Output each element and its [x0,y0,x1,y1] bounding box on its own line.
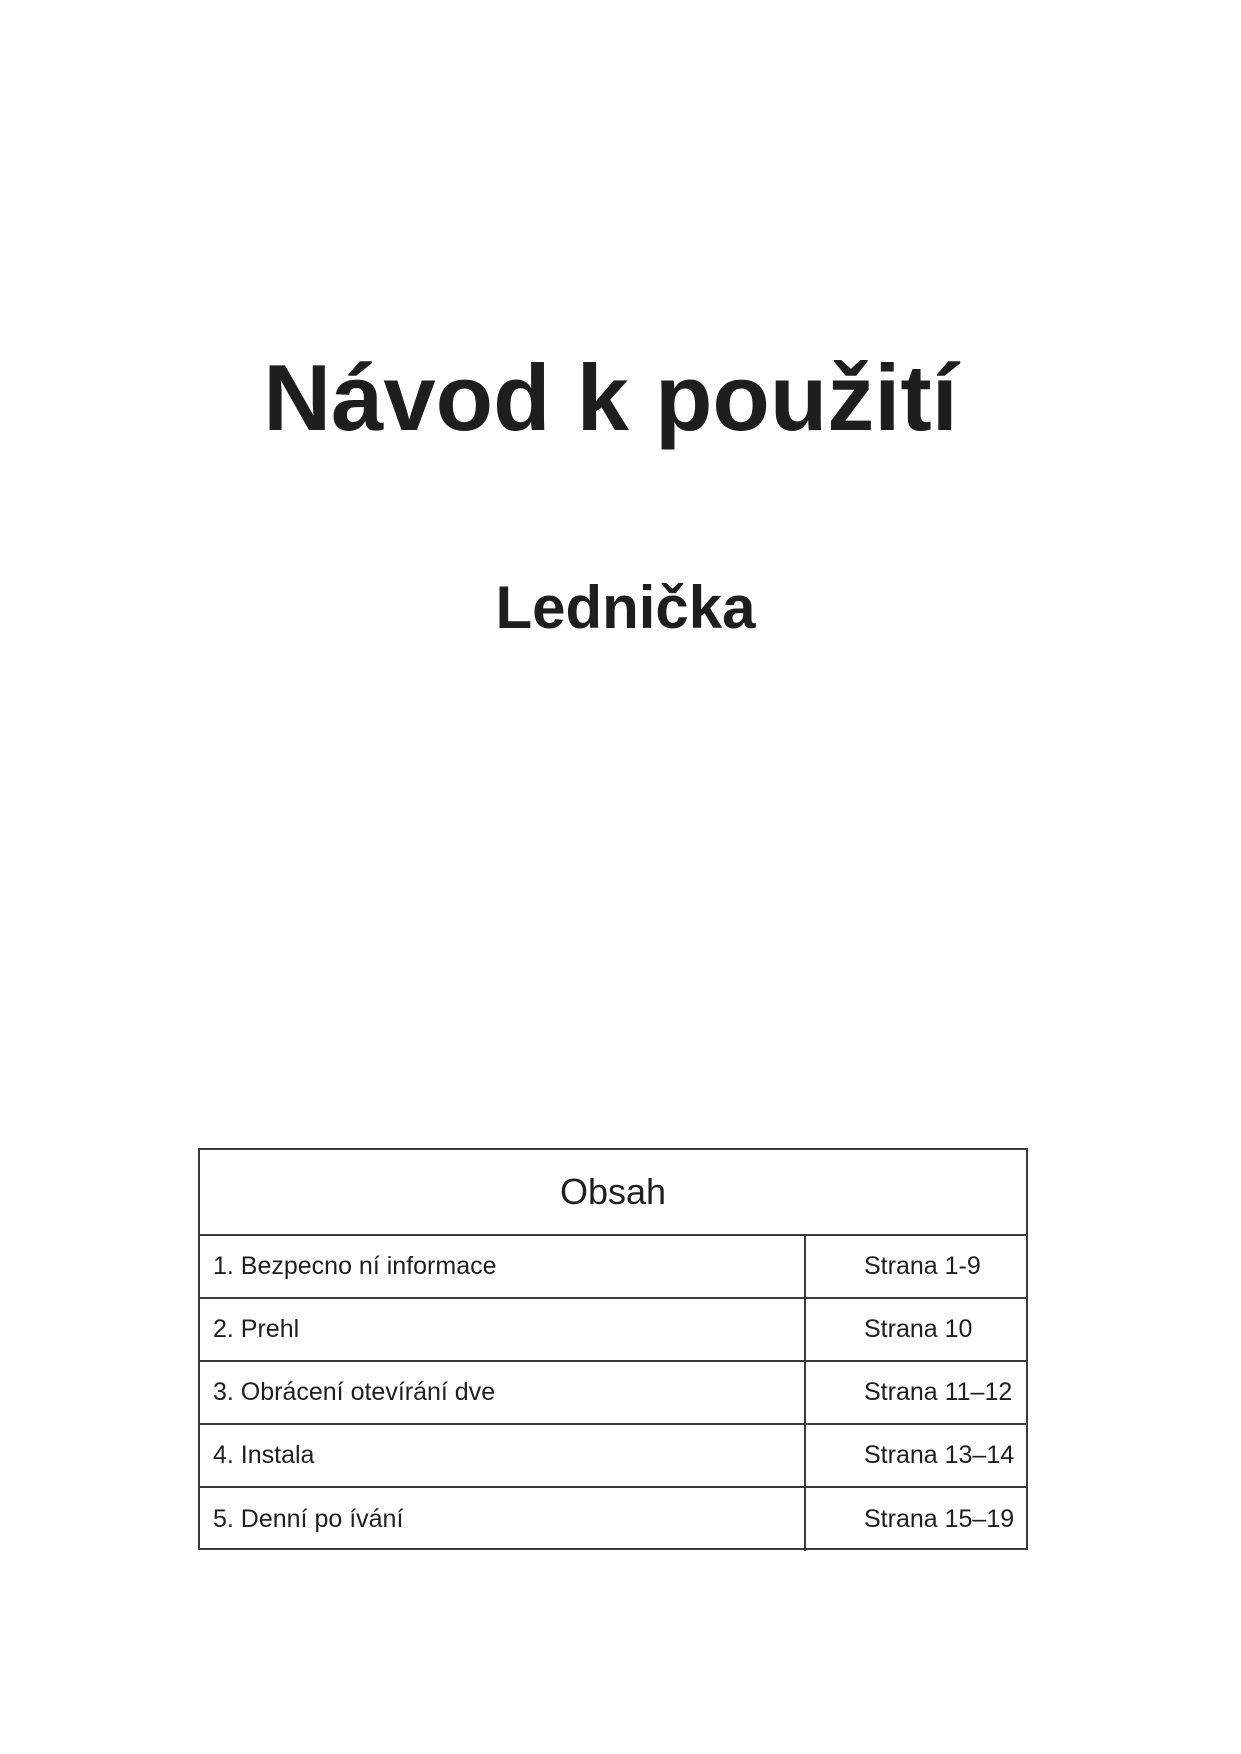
toc-row [200,1236,1026,1299]
toc-row-title: 5. Denní po ívání [200,1488,806,1551]
toc-row-title: 2. Prehl [200,1299,806,1360]
toc-row-page: Strana 1-9 [864,1252,981,1280]
toc-heading: Obsah [200,1150,1026,1236]
toc-row-page: Strana 15–19 [864,1505,1015,1533]
toc-row-title: 4. Instala [200,1425,806,1486]
document-title: Návod k použití [263,345,958,450]
toc-row-page: Strana 13–14 [864,1441,1015,1469]
toc-row-title: 3. Obrácení otevírání dve [200,1362,806,1423]
toc-row-page: Strana 10 [864,1315,973,1343]
document-subtitle: Lednička [495,574,756,641]
toc-row [200,1488,1026,1551]
toc-row [200,1299,1026,1362]
toc-row [200,1425,1026,1488]
toc-row-title: 1. Bezpecno ní informace [200,1236,806,1297]
toc-row-page: Strana 11–12 [864,1378,1013,1406]
table-of-contents [198,1148,1028,1550]
toc-row [200,1362,1026,1425]
